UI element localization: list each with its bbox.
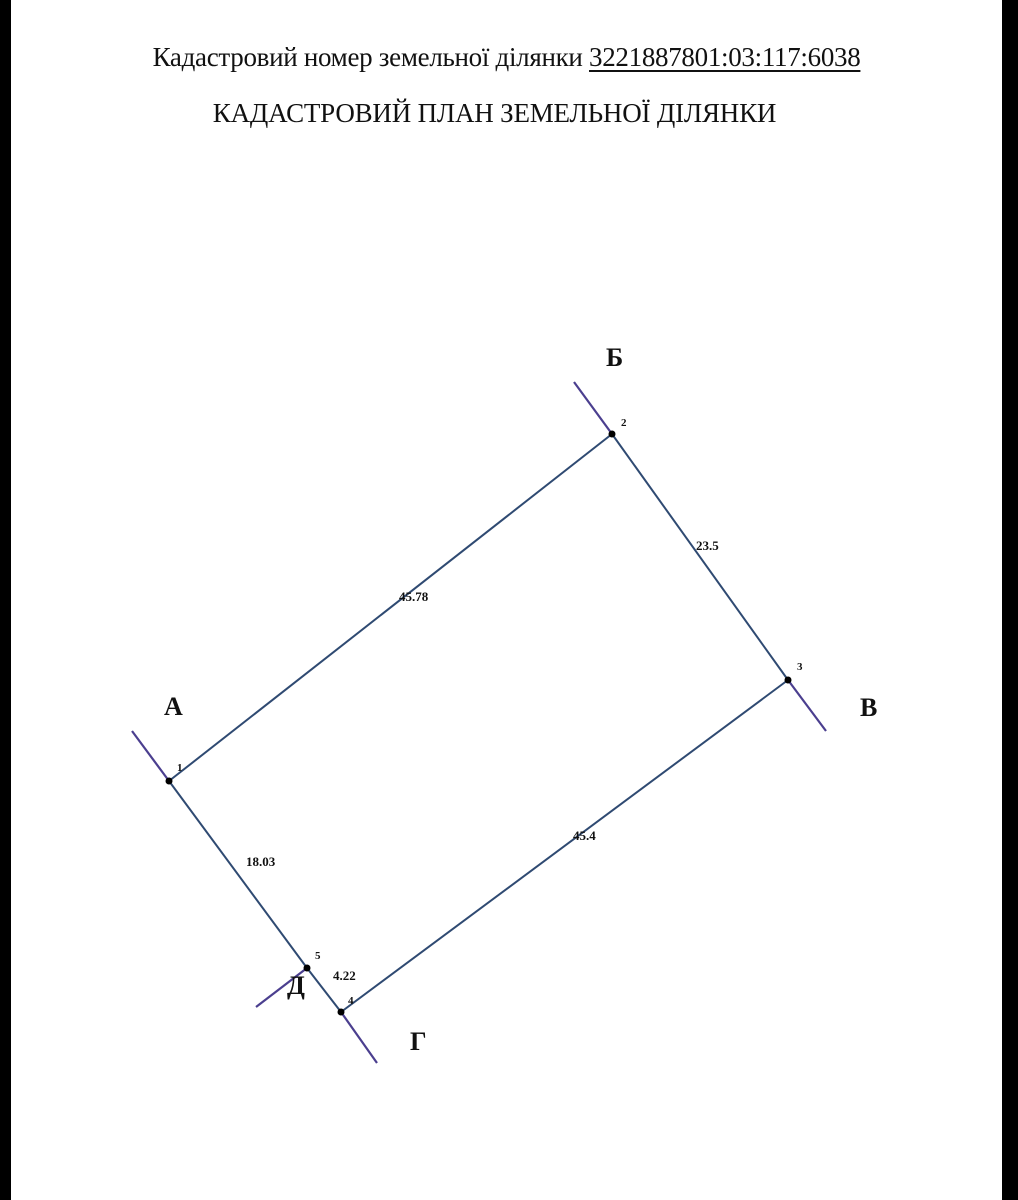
boundary-segment-5-1 (169, 781, 307, 968)
segment-length-2-3: 23.5 (696, 538, 719, 553)
segment-length-1-2: 45.78 (399, 589, 429, 604)
boundary-segment-2-3 (612, 434, 788, 680)
vertex-label-3: 3 (797, 661, 803, 673)
corner-label-b: Б (606, 343, 624, 372)
corner-label-g: Г (410, 1027, 427, 1056)
boundary-segment-3-4 (341, 680, 788, 1012)
corner-label-v: В (860, 693, 878, 722)
corner-label-d: Д (287, 971, 305, 1000)
vertex-point-4 (338, 1009, 345, 1016)
vertex-label-4: 4 (348, 995, 354, 1007)
vertex-label-5: 5 (315, 950, 321, 962)
extension-lines (132, 382, 826, 1063)
extension-line-b (574, 382, 612, 434)
extension-line-g (341, 1012, 377, 1063)
vertex-label-2: 2 (621, 417, 627, 429)
segment-length-5-1: 18.03 (246, 854, 276, 869)
corner-label-a: А (164, 692, 183, 721)
document-page (11, 0, 1002, 1200)
extension-line-a (132, 731, 169, 781)
segment-length-4-5: 4.22 (333, 968, 356, 983)
boundary-segment-1-2 (169, 434, 612, 781)
segment-length-3-4: 45.4 (573, 828, 596, 843)
cadastral-number-label: Кадастровий номер земельної ділянки (152, 42, 583, 72)
vertex-point-2 (609, 431, 616, 438)
vertex-label-1: 1 (177, 762, 183, 774)
vertex-point-3 (785, 677, 792, 684)
cadastral-number-value: 3221887801:03:117:6038 (589, 42, 861, 72)
parcel-boundary (169, 434, 788, 1012)
page-title: КАДАСТРОВИЙ ПЛАН ЗЕМЕЛЬНОЇ ДІЛЯНКИ (212, 98, 777, 128)
vertex-points (166, 431, 792, 1016)
extension-line-v (788, 680, 826, 731)
vertex-point-1 (166, 778, 173, 785)
